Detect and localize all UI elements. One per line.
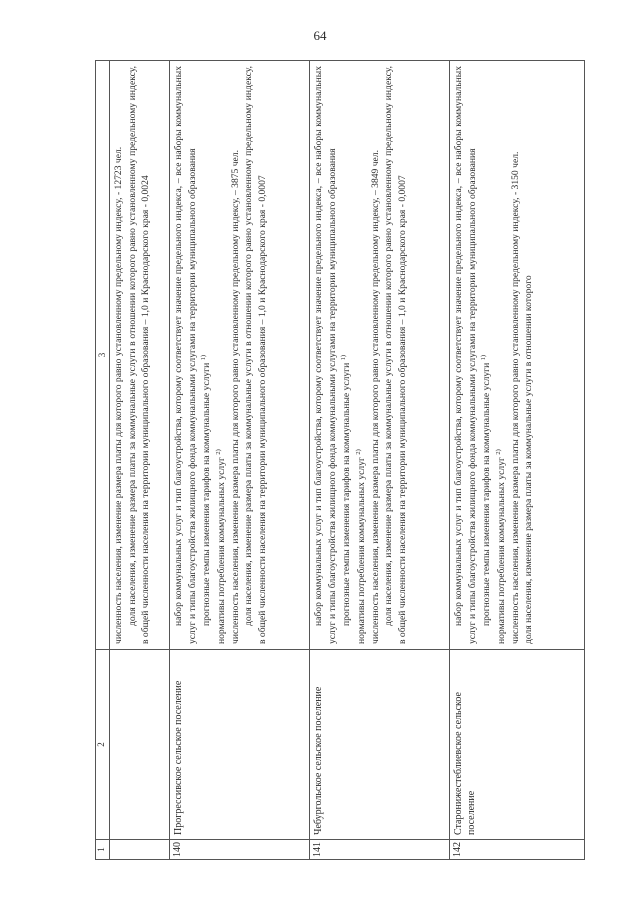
table-container	[95, 60, 585, 860]
table-row	[310, 61, 450, 859]
table-row	[450, 61, 584, 859]
detail-line: доля населения, изменение размера платы за коммунальные услуги в отношении которого	[523, 275, 535, 644]
settlement-name	[110, 649, 169, 839]
detail-line: набор коммунальных услуг и тип благоустройства, которому соответствует значение предельного индекса, – все наборы коммунальных услуг и типы благоустройства жилищного фонда коммунальными услугами на территории муниципального образования	[453, 66, 478, 644]
footnote-marker: 1)	[200, 354, 208, 361]
footnote-marker: 2)	[215, 449, 223, 455]
table-row	[110, 61, 170, 859]
row-number	[110, 839, 169, 859]
detail-line: нормативы потребления коммунальных услуг $^{2)}$	[495, 449, 508, 644]
footnote-marker: 2)	[355, 449, 363, 455]
settlement-name: Старонижестеблиевское сельское поселение	[450, 649, 584, 839]
row-details	[450, 61, 584, 649]
settlement-name: Чебургольское сельское поселение	[310, 649, 449, 839]
detail-line: нормативы потребления коммунальных услуг $^{2)}$	[215, 449, 228, 644]
detail-line: численность населения, изменение размера платы для которого равно установленному предельному индексу, - 3150 чел.	[509, 151, 521, 644]
table-header-row	[96, 61, 110, 859]
footnote-marker: 1)	[340, 354, 348, 361]
detail-line: набор коммунальных услуг и тип благоустройства, которому соответствует значение предельного индекса, – все наборы коммунальных услуг и типы благоустройства жилищного фонда коммунальными услугами на территории муниципального образования	[173, 66, 198, 644]
detail-line: численность населения, изменение размера платы для которого равно установленному предельному индексу, – 3849 чел.	[369, 150, 381, 644]
row-details	[110, 61, 169, 649]
page-number: 64	[313, 28, 327, 43]
detail-line: прогнозные темпы изменения тарифов на коммунальные услуги $^{1)}$	[340, 354, 353, 626]
settlement-name: Прогрессивское сельское поселение	[170, 649, 309, 839]
header-col-2: 2	[96, 649, 109, 839]
detail-line: численность населения, изменение размера платы для которого равно установленному предельному индексу, – 3875 чел.	[229, 150, 241, 644]
detail-line: численность населения, изменение размера платы для которого равно установленному предельному индексу, - 12723 чел.	[113, 146, 124, 644]
detail-line: прогнозные темпы изменения тарифов на коммунальные услуги $^{1)}$	[480, 354, 493, 626]
detail-line: прогнозные темпы изменения тарифов на коммунальные услуги $^{1)}$	[200, 354, 213, 626]
detail-line: доля населения, изменение размера платы за коммунальные услуги в отношении которого равно установленному предельному индексу, в общей численности населения на территории муниципального образования – 1,0 и Краснодарского края - 0,0007	[383, 66, 409, 644]
footnote-marker: 2)	[495, 449, 503, 455]
rotated-table	[95, 60, 585, 860]
row-details	[310, 61, 449, 649]
row-number: 140	[170, 839, 309, 859]
detail-line: доля населения, изменение размера платы за коммунальные услуги в отношении которого равно установленному предельному индексу, в общей численности населения на территории муниципального образования – 1,0 и Краснодарского края - 0,0007	[243, 66, 269, 644]
detail-line: нормативы потребления коммунальных услуг $^{2)}$	[355, 449, 368, 644]
row-number: 142	[450, 839, 584, 859]
footnote-marker: 1)	[480, 354, 488, 361]
row-details	[170, 61, 309, 649]
row-number: 141	[310, 839, 449, 859]
header-col-3: 3	[97, 352, 107, 358]
table-row	[170, 61, 310, 859]
detail-line: доля населения, изменение размера платы за коммунальные услуги в отношении которого равно установленному предельному индексу, в общей численности населения на территории муниципального образования – 1,0 и Краснодарского края - 0,0024	[126, 66, 152, 644]
detail-line: набор коммунальных услуг и тип благоустройства, которому соответствует значение предельного индекса, – все наборы коммунальных услуг и типы благоустройства жилищного фонда коммунальными услугами на территории муниципального образования	[313, 66, 338, 644]
header-col-1: 1	[96, 839, 109, 859]
